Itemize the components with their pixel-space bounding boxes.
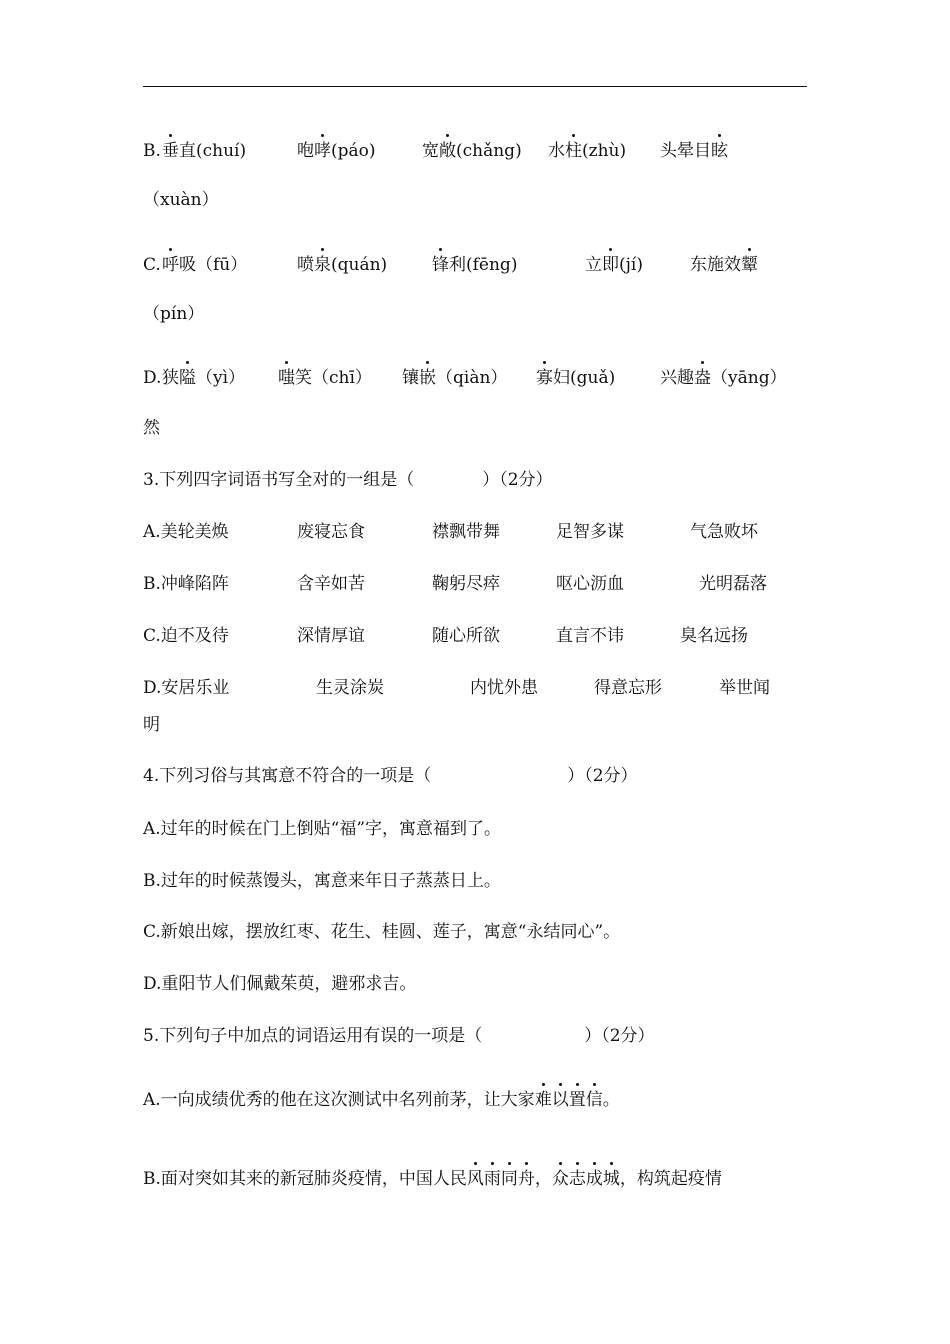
word-item: 锋利(fēng) (432, 255, 518, 275)
word-item: 水柱(zhù) (548, 141, 627, 161)
word-item: 臭名远扬 (680, 626, 748, 646)
word-item: 直言不讳 (556, 626, 624, 646)
word-item: 东施效颦 (690, 255, 758, 275)
word-item: B.冲峰陷阵 (143, 574, 229, 594)
q5-stem: 5.下列句子中加点的词语运用有误的一项是（ ）（2分） (143, 1026, 655, 1046)
q3-option-d-wrap: 明 (143, 715, 160, 735)
word-item: 喷泉(quán) (297, 255, 388, 275)
word-item: 光明磊落 (699, 574, 767, 594)
option-b-label: B. (143, 141, 161, 161)
q4-option-d: D.重阳节人们佩戴茱萸，避邪求吉。 (143, 974, 417, 994)
word-item: 深情厚谊 (297, 626, 365, 646)
q4-option-c: C.新娘出嫁，摆放红枣、花生、桂圆、莲子，寓意“永结同心”。 (143, 922, 621, 942)
word-item: 气急败坏 (690, 522, 758, 542)
word-item: A.美轮美焕 (143, 522, 229, 542)
word-item: C.迫不及待 (143, 626, 229, 646)
word-item: 举世闻 (719, 678, 770, 698)
q2-option-c-wrap: （pín） (143, 304, 205, 324)
q5-option-a: A.一向成绩优秀的他在这次测试中名列前茅，让大家难以置信。 (143, 1090, 620, 1110)
word-item: 呕心沥血 (556, 574, 624, 594)
word-item: 头晕目眩 (660, 141, 728, 161)
q4-stem: 4.下列习俗与其寓意不符合的一项是（ ）（2分） (143, 766, 638, 786)
word-item: 襟飘带舞 (432, 522, 500, 542)
word-item: 嗤笑（chī） (278, 368, 372, 388)
word-item: 生灵涂炭 (316, 678, 384, 698)
word-item: 含辛如苦 (297, 574, 365, 594)
word-item: 狭隘（yì） (162, 368, 246, 388)
word-item: 镶嵌（qiàn） (402, 368, 508, 388)
word-item: D.安居乐业 (143, 678, 230, 698)
q2-option-b-wrap: （xuàn） (143, 190, 219, 210)
q3-stem: 3.下列四字词语书写全对的一组是（ ）（2分） (143, 470, 553, 490)
q2-option-d-wrap: 然 (143, 418, 160, 438)
option-d-label: D. (143, 368, 162, 388)
word-item: 垂直(chuí) (162, 141, 247, 161)
header-rule (143, 86, 807, 87)
word-item: 得意忘形 (594, 678, 662, 698)
word-item: 呼吸（fū） (162, 255, 248, 275)
q5-option-b: B.面对突如其来的新冠肺炎疫情，中国人民风雨同舟，众志成城，构筑起疫情 (143, 1169, 722, 1189)
word-item: 随心所欲 (432, 626, 500, 646)
word-item: 咆哮(páo) (297, 141, 376, 161)
q4-option-a: A.过年的时候在门上倒贴“福”字，寓意福到了。 (143, 819, 502, 839)
word-item: 立即(jí) (585, 255, 643, 275)
word-item: 废寝忘食 (297, 522, 365, 542)
word-item: 宽敞(chǎng) (422, 141, 522, 161)
option-c-label: C. (143, 255, 161, 275)
word-item: 鞠躬尽瘁 (432, 574, 500, 594)
word-item: 内忧外患 (470, 678, 538, 698)
q4-option-b: B.过年的时候蒸馒头，寓意来年日子蒸蒸日上。 (143, 871, 501, 891)
word-item: 足智多谋 (556, 522, 624, 542)
word-item: 兴趣盎（yāng） (660, 368, 787, 388)
word-item: 寡妇(guǎ) (536, 368, 616, 388)
